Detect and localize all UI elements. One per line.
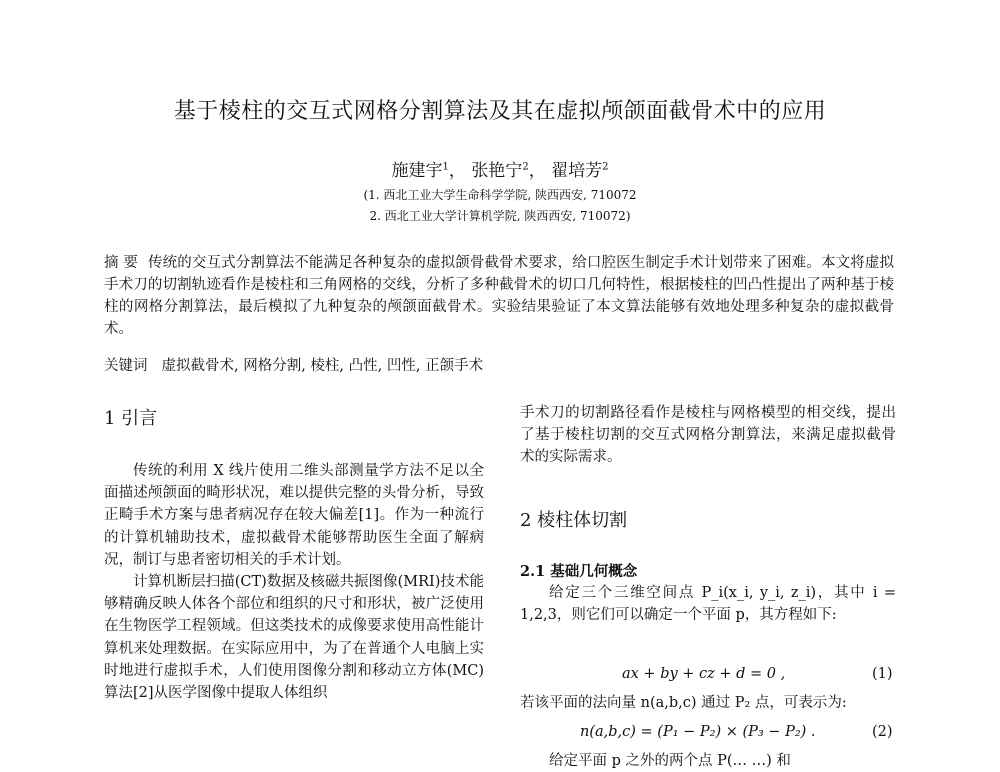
abstract-label: 摘 要 <box>104 255 138 271</box>
author-name: 翟培芳 <box>551 161 603 181</box>
sec21-paragraph <box>520 582 896 626</box>
keywords <box>104 355 894 377</box>
author-affil-mark: 2 <box>522 161 529 173</box>
right-column-top <box>520 402 896 469</box>
keywords-text: 虚拟截骨术, 网格分割, 棱柱, 凸性, 凹性, 正颌手术 <box>161 358 484 374</box>
affiliation-1: (1. 西北工业大学生命科学学院, 陕西西安, 710072 <box>363 188 637 202</box>
intro-paragraph-2: 计算机断层扫描(CT)数据及核磁共振图像(MRI)技术能够精确反映人体各个部位和组织的尺寸和形状，被广泛使用在生物医学工程领域。但这类技术的成像要求使用高性能计算机来处理数据。在实际应用中，为了在普通个人电脑上实时地进行虚拟手术，人们使用图像分割和移动立方体(MC)算法[2]从医学图像中提取人体组织 <box>104 574 484 702</box>
author-line: 施建宇$^1$， 张艳宁$^2$， 翟培芳$^2$ <box>391 161 609 181</box>
sec21-text: 给定三个三维空间点 P_i(x_i, y_i, z_i)，其中 i = 1,2,3，则它们可以确定一个平面 p，其方程如下: <box>520 585 896 624</box>
author-affil-mark: 1 <box>442 161 449 173</box>
section-heading-intro: 1 引言 <box>104 408 158 429</box>
normal-text: 若该平面的法向量 n(a,b,c) 通过 P₂ 点，可表示为: <box>520 695 847 711</box>
author-affil-mark: 2 <box>602 161 609 173</box>
equation-1: ax + by + cz + d = 0 , <box>622 666 786 682</box>
equation-2-number: (2) <box>872 724 893 740</box>
author-name: 施建宇 <box>391 161 443 181</box>
section-heading-2: 2 棱柱体切割 <box>520 510 628 531</box>
right-paragraph-1: 手术刀的切割路径看作是棱柱与网格模型的相交线，提出了基于棱柱切割的交互式网格分割算法，来满足虚拟截骨术的实际需求。 <box>520 405 896 466</box>
left-column <box>104 460 484 704</box>
intro-paragraph-1: 传统的利用 X 线片使用二维头部测量学方法不足以全面描述颅颌面的畸形状况，难以提供完整的头骨分析，导致正畸手术方案与患者病况存在较大偏差[1]。作为一种流行的计算机辅助技术，虚拟截骨术能够帮助医生全面了解病况，制订与患者密切相关的手术计划。 <box>104 463 484 568</box>
cutoff-text: 给定平面 p 之外的两个点 P(… …) 和 <box>549 753 791 769</box>
equation-1-number: (1) <box>872 666 893 682</box>
cutoff-line <box>520 750 896 772</box>
equation-2: n(a,b,c) = (P₁ − P₂) × (P₃ − P₂) . <box>580 724 816 740</box>
normal-paragraph <box>520 692 896 714</box>
affiliation-2: 2. 西北工业大学计算机学院, 陕西西安, 710072) <box>369 209 631 223</box>
keywords-label: 关键词 <box>104 358 148 374</box>
paper-title: 基于棱柱的交互式网格分割算法及其在虚拟颅颌面截骨术中的应用 <box>173 99 827 124</box>
subsection-heading-2-1: 2.1 基础几何概念 <box>520 563 638 580</box>
author-name: 张艳宁 <box>471 161 523 181</box>
abstract <box>104 252 894 340</box>
abstract-text: 传统的交互式分割算法不能满足各种复杂的虚拟颌骨截骨术要求，给口腔医生制定手术计划带来了困难。本文将虚拟手术刀的切割轨迹看作是棱柱和三角网格的交线，分析了多种截骨术的切口几何特性，根据棱柱的凹凸性提出了两种基于棱柱的网格分割算法，最后模拟了九种复杂的颅颌面截骨术。实验结果验证了本文算法能够有效地处理多种复杂的虚拟截骨术。 <box>104 255 894 337</box>
